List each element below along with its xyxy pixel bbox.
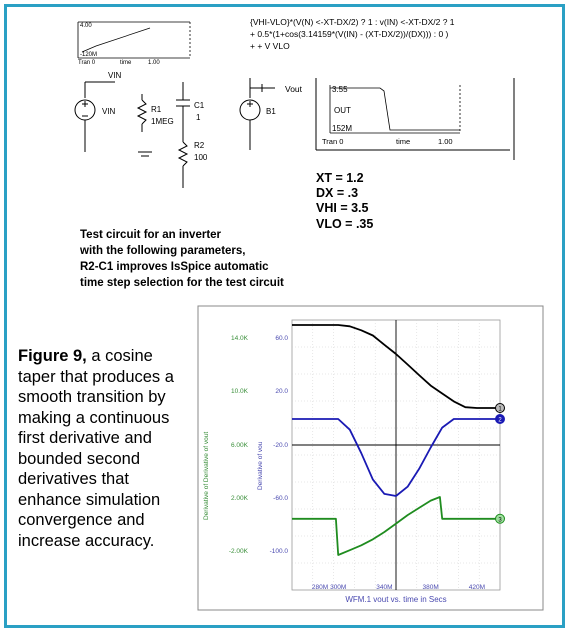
y2-tick-label: -20.0: [273, 442, 288, 449]
mini-plot-bottom: -120M: [80, 52, 98, 58]
y1-tick-label: 14.0K: [231, 335, 248, 342]
param-xt: XT = 1.2: [316, 171, 364, 185]
inset-x-start: Tran 0: [322, 137, 344, 146]
x-tick-label: 380M: [422, 584, 439, 591]
y2-tick-label: -60.0: [273, 495, 288, 502]
chart-xlabel: WFM.1 vout vs. time in Secs: [345, 595, 447, 604]
r2-name: R2: [194, 141, 205, 150]
series-label-2: 2: [498, 417, 502, 424]
param-dx: DX = .3: [316, 186, 359, 200]
r2-value: 100: [194, 153, 208, 162]
description-line-4: time step selection for the test circuit: [80, 277, 284, 289]
c1-name: C1: [194, 101, 205, 110]
chart-y1-label: Derivative of Derivative of vout: [203, 431, 210, 520]
b1-label: B1: [266, 107, 276, 116]
c1-value: 1: [196, 113, 201, 122]
inset-x-end: 1.00: [438, 137, 453, 146]
mini-plot-top: 4.00: [80, 23, 92, 29]
formula-line-1: {VHI-VLO}*(V(N) <-XT-DX/2) ? 1 : v(IN) <-XT-DX/2 ? 1: [250, 17, 455, 27]
x-tick-label: 340M: [376, 584, 393, 591]
y1-tick-label: -2.00K: [228, 548, 248, 555]
x-tick-label: 300M: [330, 584, 347, 591]
inset-top: 3.55: [332, 85, 348, 94]
mini-plot-x-end: 1.00: [148, 60, 160, 66]
figure-caption: [18, 346, 178, 551]
waveform-chart: [198, 306, 543, 610]
y1-tick-label: 2.00K: [231, 495, 248, 502]
vout-label: Vout: [285, 84, 303, 94]
y1-tick-label: 10.0K: [231, 388, 248, 395]
series-label-3: 3: [498, 517, 502, 524]
mini-plot-x-label: time: [120, 60, 132, 66]
formula-line-3: + + V VLO: [250, 41, 290, 51]
param-vhi: VHI = 3.5: [316, 201, 369, 215]
figure-caption-label: Figure 9,: [18, 347, 87, 365]
param-vlo: VLO = .35: [316, 217, 374, 231]
vin-source-label: VIN: [102, 107, 116, 116]
y2-tick-label: -100.0: [269, 548, 288, 555]
inset-bottom: 152M: [332, 124, 353, 133]
x-tick-label: 420M: [468, 584, 486, 591]
description-line-3: R2-C1 improves IsSpice automatic: [80, 261, 269, 273]
chart-y2-label: Derivative of vou: [257, 441, 264, 490]
inset-x-label: time: [396, 137, 411, 146]
r1-name: R1: [151, 105, 162, 114]
description-line-2: with the following parameters,: [80, 245, 246, 257]
x-tick-label: 280M: [311, 584, 329, 591]
vin-node-label: VIN: [108, 71, 122, 80]
mini-plot-x-start: Tran 0: [78, 60, 96, 66]
formula-line-2: + 0.5*(1+cos(3.14159*(V(IN) - (XT-DX/2))/(DX))) : 0 ): [250, 29, 449, 39]
description-line-1: Test circuit for an inverter: [80, 229, 222, 241]
inset-mid: OUT: [334, 106, 351, 115]
y1-tick-label: 6.00K: [231, 442, 248, 449]
y2-tick-label: 60.0: [275, 335, 288, 342]
r1-value: 1MEG: [151, 117, 174, 126]
figure-caption-text: a cosine taper that produces a smooth transition by making a continuous first derivative and bounded second derivatives that enhance simulation convergence and increase accuracy.: [18, 347, 174, 550]
series-label-1: 1: [498, 406, 502, 413]
y2-tick-label: 20.0: [275, 388, 288, 395]
